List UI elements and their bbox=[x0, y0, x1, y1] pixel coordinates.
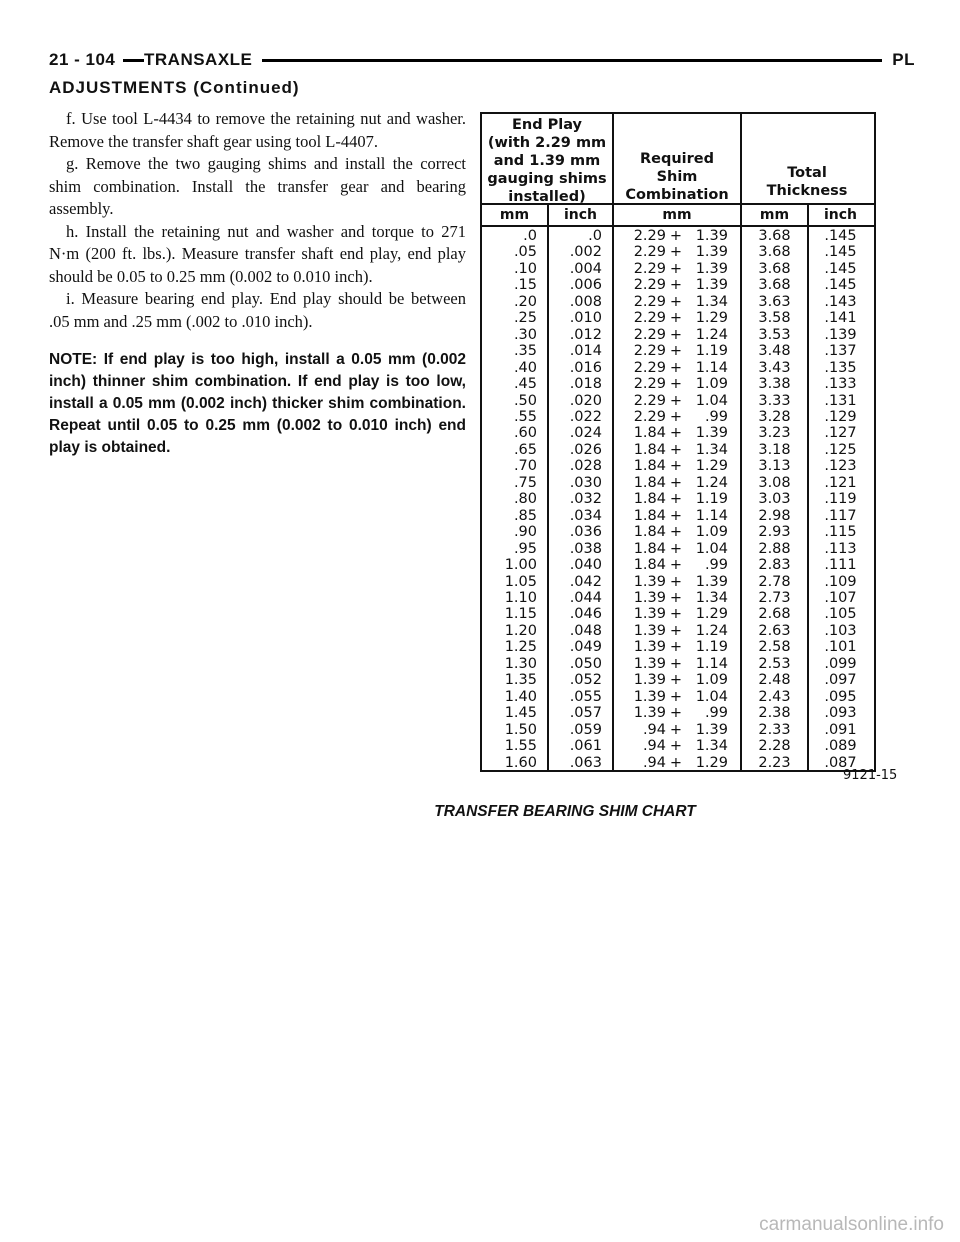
shim-chart bbox=[480, 112, 876, 770]
shim-second-cell: 1.09 bbox=[695, 376, 728, 393]
shim-second-cell: 1.29 bbox=[695, 310, 728, 327]
shim-second-cell: .99 bbox=[704, 557, 728, 574]
shim-second-cell: 1.09 bbox=[695, 672, 728, 689]
watermark: carmanualsonline.info bbox=[759, 1214, 944, 1235]
total-inch-cell: .135 bbox=[824, 359, 857, 376]
shim-plus-cell: + bbox=[669, 310, 683, 327]
model-code: PL bbox=[882, 50, 915, 70]
endplay-mm-cell: 1.25 bbox=[504, 639, 537, 656]
shim-plus-cell: + bbox=[669, 606, 683, 623]
shim-first-cell: 2.29 bbox=[633, 359, 666, 376]
endplay-mm-cell: 1.35 bbox=[504, 672, 537, 689]
unit-endplay-inch: inch bbox=[563, 207, 598, 223]
shim-plus-cell: + bbox=[669, 754, 683, 771]
total-inch-cell: .145 bbox=[824, 277, 857, 294]
endplay-inch-cell: .012 bbox=[569, 326, 602, 343]
endplay-inch-cell: .014 bbox=[569, 343, 602, 360]
shim-plus-cell: + bbox=[669, 425, 683, 442]
shim-second-cell: 1.39 bbox=[695, 244, 728, 261]
endplay-mm-cell: .90 bbox=[513, 524, 537, 541]
shim-plus-cell: + bbox=[669, 260, 683, 277]
shim-plus-cell: + bbox=[669, 738, 683, 755]
shim-first-cell: 1.84 bbox=[633, 441, 666, 458]
chapter-title: TRANSAXLE bbox=[144, 50, 262, 70]
total-inch-cell: .099 bbox=[824, 655, 857, 672]
shim-second-cell: 1.04 bbox=[695, 540, 728, 557]
shim-second-cell: 1.39 bbox=[695, 277, 728, 294]
endplay-inch-cell: .050 bbox=[569, 655, 602, 672]
page-number: 21 - 104 bbox=[49, 50, 123, 70]
shim-second-cell: 1.34 bbox=[695, 441, 728, 458]
endplay-mm-cell: 1.05 bbox=[504, 573, 537, 590]
endplay-mm-cell: .65 bbox=[513, 441, 537, 458]
shim-second-cell: 1.39 bbox=[695, 573, 728, 590]
shim-plus-cell: + bbox=[669, 524, 683, 541]
total-mm-cell: 3.13 bbox=[758, 458, 791, 475]
total-mm-cell: 3.68 bbox=[758, 244, 791, 261]
total-inch-cell: .101 bbox=[824, 639, 857, 656]
total-inch-cell: .109 bbox=[824, 573, 857, 590]
endplay-mm-cell: .10 bbox=[513, 260, 537, 277]
total-inch-cell: .125 bbox=[824, 441, 857, 458]
shim-plus-cell: + bbox=[669, 622, 683, 639]
total-mm-cell: 2.23 bbox=[758, 754, 791, 771]
shim-first-cell: 2.29 bbox=[633, 293, 666, 310]
total-mm-cell: 3.03 bbox=[758, 491, 791, 508]
total-inch-cell: .133 bbox=[824, 376, 857, 393]
header-shim-combination: Required Shim Combination bbox=[625, 151, 729, 203]
shim-plus-cell: + bbox=[669, 408, 683, 425]
endplay-inch-cell: .052 bbox=[569, 672, 602, 689]
column-shim-second bbox=[684, 228, 728, 771]
shim-first-cell: 1.84 bbox=[633, 524, 666, 541]
endplay-inch-cell: .038 bbox=[569, 540, 602, 557]
shim-first-cell: .94 bbox=[642, 738, 666, 755]
total-mm-cell: 2.33 bbox=[758, 721, 791, 738]
shim-first-cell: .94 bbox=[642, 754, 666, 771]
total-mm-cell: 3.68 bbox=[758, 260, 791, 277]
endplay-inch-cell: .018 bbox=[569, 376, 602, 393]
endplay-mm-cell: .40 bbox=[513, 359, 537, 376]
total-mm-cell: 2.43 bbox=[758, 688, 791, 705]
endplay-inch-cell: .042 bbox=[569, 573, 602, 590]
total-inch-cell: .129 bbox=[824, 408, 857, 425]
total-mm-cell: 2.78 bbox=[758, 573, 791, 590]
shim-second-cell: 1.14 bbox=[695, 359, 728, 376]
endplay-mm-cell: 1.55 bbox=[504, 738, 537, 755]
endplay-inch-cell: .010 bbox=[569, 310, 602, 327]
header-total-thickness: Total Thickness bbox=[766, 165, 848, 199]
total-mm-cell: 2.53 bbox=[758, 655, 791, 672]
endplay-inch-cell: .028 bbox=[569, 458, 602, 475]
shim-plus-cell: + bbox=[669, 244, 683, 261]
total-inch-cell: .131 bbox=[824, 392, 857, 409]
total-inch-cell: .095 bbox=[824, 688, 857, 705]
endplay-mm-cell: .30 bbox=[513, 326, 537, 343]
endplay-inch-cell: .059 bbox=[569, 721, 602, 738]
total-mm-cell: 3.63 bbox=[758, 293, 791, 310]
endplay-mm-cell: .95 bbox=[513, 540, 537, 557]
column-shim-first bbox=[614, 228, 666, 771]
endplay-mm-cell: 1.15 bbox=[504, 606, 537, 623]
shim-second-cell: 1.39 bbox=[695, 260, 728, 277]
total-inch-cell: .103 bbox=[824, 622, 857, 639]
total-mm-cell: 3.38 bbox=[758, 376, 791, 393]
shim-first-cell: 2.29 bbox=[633, 310, 666, 327]
shim-first-cell: 2.29 bbox=[633, 408, 666, 425]
endplay-mm-cell: .85 bbox=[513, 507, 537, 524]
endplay-inch-cell: .057 bbox=[569, 705, 602, 722]
shim-plus-cell: + bbox=[669, 721, 683, 738]
unit-total-mm: mm bbox=[759, 207, 790, 223]
shim-first-cell: 1.84 bbox=[633, 474, 666, 491]
shim-first-cell: 2.29 bbox=[633, 326, 666, 343]
endplay-mm-cell: 1.50 bbox=[504, 721, 537, 738]
endplay-mm-cell: .75 bbox=[513, 474, 537, 491]
total-mm-cell: 3.18 bbox=[758, 441, 791, 458]
shim-plus-cell: + bbox=[669, 474, 683, 491]
shim-second-cell: 1.29 bbox=[695, 458, 728, 475]
endplay-mm-cell: 1.10 bbox=[504, 589, 537, 606]
step-g: g. Remove the two gauging shims and install the correct shim combination. Install the transfer gear and bearing assembly. bbox=[49, 154, 466, 218]
note: NOTE: If end play is too high, install a 0.05 mm (0.002 inch) thinner shim combination. If end play is too low, install a 0.05 mm (0.002 inch) thicker shim combination. Repeat until 0.05 to 0.25 mm (0.002 to 0.010 inch) end play is obtained. bbox=[49, 351, 466, 456]
total-mm-cell: 3.33 bbox=[758, 392, 791, 409]
column-endplay-inch bbox=[549, 228, 602, 771]
total-mm-cell: 2.63 bbox=[758, 622, 791, 639]
shim-plus-cell: + bbox=[669, 343, 683, 360]
total-inch-cell: .087 bbox=[824, 754, 857, 771]
total-mm-cell: 3.68 bbox=[758, 277, 791, 294]
units-underline bbox=[480, 225, 876, 227]
total-inch-cell: .089 bbox=[824, 738, 857, 755]
shim-second-cell: 1.24 bbox=[695, 474, 728, 491]
shim-first-cell: 1.39 bbox=[633, 639, 666, 656]
endplay-mm-cell: .0 bbox=[523, 228, 537, 244]
shim-first-cell: 1.84 bbox=[633, 458, 666, 475]
endplay-inch-cell: .0 bbox=[588, 228, 602, 244]
total-inch-cell: .145 bbox=[824, 228, 857, 244]
total-mm-cell: 3.68 bbox=[758, 228, 791, 244]
shim-plus-cell: + bbox=[669, 540, 683, 557]
endplay-inch-cell: .008 bbox=[569, 293, 602, 310]
endplay-mm-cell: .50 bbox=[513, 392, 537, 409]
body-text bbox=[49, 108, 466, 459]
figure-id: 9121-15 bbox=[843, 768, 898, 783]
endplay-inch-cell: .002 bbox=[569, 244, 602, 261]
shim-plus-cell: + bbox=[669, 573, 683, 590]
endplay-inch-cell: .032 bbox=[569, 491, 602, 508]
endplay-inch-cell: .034 bbox=[569, 507, 602, 524]
total-inch-cell: .127 bbox=[824, 425, 857, 442]
endplay-inch-cell: .040 bbox=[569, 557, 602, 574]
endplay-inch-cell: .020 bbox=[569, 392, 602, 409]
shim-plus-cell: + bbox=[669, 672, 683, 689]
endplay-mm-cell: .70 bbox=[513, 458, 537, 475]
shim-second-cell: 1.29 bbox=[695, 754, 728, 771]
total-inch-cell: .139 bbox=[824, 326, 857, 343]
total-mm-cell: 2.73 bbox=[758, 589, 791, 606]
shim-second-cell: .99 bbox=[704, 408, 728, 425]
total-mm-cell: 2.83 bbox=[758, 557, 791, 574]
shim-first-cell: 2.29 bbox=[633, 260, 666, 277]
shim-second-cell: 1.04 bbox=[695, 392, 728, 409]
endplay-inch-cell: .030 bbox=[569, 474, 602, 491]
total-inch-cell: .121 bbox=[824, 474, 857, 491]
column-total-mm bbox=[742, 228, 807, 771]
endplay-inch-cell: .048 bbox=[569, 622, 602, 639]
total-inch-cell: .115 bbox=[824, 524, 857, 541]
total-inch-cell: .097 bbox=[824, 672, 857, 689]
total-inch-cell: .141 bbox=[824, 310, 857, 327]
total-mm-cell: 3.53 bbox=[758, 326, 791, 343]
endplay-mm-cell: .15 bbox=[513, 277, 537, 294]
shim-first-cell: 1.39 bbox=[633, 672, 666, 689]
shim-plus-cell: + bbox=[669, 441, 683, 458]
shim-second-cell: .99 bbox=[704, 705, 728, 722]
endplay-mm-cell: .45 bbox=[513, 376, 537, 393]
shim-first-cell: 1.84 bbox=[633, 425, 666, 442]
shim-second-cell: 1.19 bbox=[695, 343, 728, 360]
endplay-mm-cell: 1.30 bbox=[504, 655, 537, 672]
shim-first-cell: 1.84 bbox=[633, 557, 666, 574]
endplay-inch-cell: .046 bbox=[569, 606, 602, 623]
total-inch-cell: .107 bbox=[824, 589, 857, 606]
total-inch-cell: .145 bbox=[824, 260, 857, 277]
page-header bbox=[49, 44, 915, 76]
endplay-inch-cell: .063 bbox=[569, 754, 602, 771]
shim-second-cell: 1.34 bbox=[695, 589, 728, 606]
shim-first-cell: 2.29 bbox=[633, 244, 666, 261]
endplay-mm-cell: .20 bbox=[513, 293, 537, 310]
total-inch-cell: .111 bbox=[824, 557, 857, 574]
shim-plus-cell: + bbox=[669, 639, 683, 656]
shim-plus-cell: + bbox=[669, 277, 683, 294]
total-mm-cell: 3.48 bbox=[758, 343, 791, 360]
shim-plus-cell: + bbox=[669, 376, 683, 393]
endplay-mm-cell: .05 bbox=[513, 244, 537, 261]
endplay-inch-cell: .016 bbox=[569, 359, 602, 376]
shim-first-cell: .94 bbox=[642, 721, 666, 738]
unit-shim-mm: mm bbox=[662, 207, 692, 223]
total-mm-cell: 3.43 bbox=[758, 359, 791, 376]
total-mm-cell: 2.93 bbox=[758, 524, 791, 541]
endplay-mm-cell: .35 bbox=[513, 343, 537, 360]
shim-plus-cell: + bbox=[669, 293, 683, 310]
endplay-inch-cell: .055 bbox=[569, 688, 602, 705]
endplay-mm-cell: .60 bbox=[513, 425, 537, 442]
total-mm-cell: 2.38 bbox=[758, 705, 791, 722]
shim-second-cell: 1.39 bbox=[695, 228, 728, 244]
shim-first-cell: 1.84 bbox=[633, 540, 666, 557]
shim-second-cell: 1.09 bbox=[695, 524, 728, 541]
shim-first-cell: 1.84 bbox=[633, 507, 666, 524]
endplay-mm-cell: .55 bbox=[513, 408, 537, 425]
total-mm-cell: 2.48 bbox=[758, 672, 791, 689]
shim-plus-cell: + bbox=[669, 655, 683, 672]
column-endplay-mm bbox=[482, 228, 537, 771]
shim-plus-cell: + bbox=[669, 491, 683, 508]
shim-second-cell: 1.19 bbox=[695, 491, 728, 508]
shim-second-cell: 1.24 bbox=[695, 326, 728, 343]
shim-second-cell: 1.24 bbox=[695, 622, 728, 639]
step-i: i. Measure bearing end play. End play should be between .05 mm and .25 mm (.002 to .010 inch). bbox=[49, 289, 466, 331]
total-mm-cell: 2.28 bbox=[758, 738, 791, 755]
endplay-inch-cell: .024 bbox=[569, 425, 602, 442]
shim-plus-cell: + bbox=[669, 359, 683, 376]
shim-first-cell: 1.39 bbox=[633, 655, 666, 672]
shim-second-cell: 1.34 bbox=[695, 293, 728, 310]
endplay-mm-cell: 1.20 bbox=[504, 622, 537, 639]
total-inch-cell: .123 bbox=[824, 458, 857, 475]
total-mm-cell: 2.68 bbox=[758, 606, 791, 623]
endplay-inch-cell: .049 bbox=[569, 639, 602, 656]
shim-second-cell: 1.14 bbox=[695, 655, 728, 672]
total-inch-cell: .113 bbox=[824, 540, 857, 557]
endplay-inch-cell: .004 bbox=[569, 260, 602, 277]
step-f: f. Use tool L-4434 to remove the retaining nut and washer. Remove the transfer shaft gear using tool L-4407. bbox=[49, 109, 466, 151]
shim-first-cell: 2.29 bbox=[633, 228, 666, 244]
section-title: ADJUSTMENTS (Continued) bbox=[49, 78, 300, 97]
total-inch-cell: .137 bbox=[824, 343, 857, 360]
endplay-inch-cell: .006 bbox=[569, 277, 602, 294]
figure-caption: TRANSFER BEARING SHIM CHART bbox=[434, 803, 696, 820]
shim-second-cell: 1.19 bbox=[695, 639, 728, 656]
total-mm-cell: 2.88 bbox=[758, 540, 791, 557]
shim-plus-cell: + bbox=[669, 688, 683, 705]
shim-first-cell: 2.29 bbox=[633, 277, 666, 294]
shim-second-cell: 1.04 bbox=[695, 688, 728, 705]
endplay-inch-cell: .036 bbox=[569, 524, 602, 541]
shim-first-cell: 1.39 bbox=[633, 705, 666, 722]
shim-first-cell: 1.39 bbox=[633, 589, 666, 606]
shim-plus-cell: + bbox=[669, 392, 683, 409]
total-inch-cell: .093 bbox=[824, 705, 857, 722]
endplay-mm-cell: 1.40 bbox=[504, 688, 537, 705]
endplay-inch-cell: .061 bbox=[569, 738, 602, 755]
shim-first-cell: 2.29 bbox=[633, 343, 666, 360]
endplay-mm-cell: 1.60 bbox=[504, 754, 537, 771]
shim-plus-cell: + bbox=[669, 705, 683, 722]
total-mm-cell: 2.58 bbox=[758, 639, 791, 656]
total-mm-cell: 3.28 bbox=[758, 408, 791, 425]
endplay-mm-cell: .80 bbox=[513, 491, 537, 508]
endplay-inch-cell: .044 bbox=[569, 589, 602, 606]
shim-plus-cell: + bbox=[669, 507, 683, 524]
shim-first-cell: 1.39 bbox=[633, 606, 666, 623]
total-inch-cell: .105 bbox=[824, 606, 857, 623]
total-inch-cell: .091 bbox=[824, 721, 857, 738]
shim-plus-cell: + bbox=[669, 557, 683, 574]
unit-total-inch: inch bbox=[823, 207, 858, 223]
endplay-inch-cell: .022 bbox=[569, 408, 602, 425]
total-mm-cell: 3.58 bbox=[758, 310, 791, 327]
total-inch-cell: .143 bbox=[824, 293, 857, 310]
total-inch-cell: .145 bbox=[824, 244, 857, 261]
shim-first-cell: 1.39 bbox=[633, 622, 666, 639]
column-total-inch bbox=[809, 228, 872, 771]
shim-first-cell: 2.29 bbox=[633, 392, 666, 409]
shim-second-cell: 1.29 bbox=[695, 606, 728, 623]
shim-plus-cell: + bbox=[669, 589, 683, 606]
endplay-mm-cell: .25 bbox=[513, 310, 537, 327]
shim-second-cell: 1.14 bbox=[695, 507, 728, 524]
endplay-inch-cell: .026 bbox=[569, 441, 602, 458]
unit-endplay-mm: mm bbox=[499, 207, 530, 223]
shim-second-cell: 1.39 bbox=[695, 425, 728, 442]
shim-plus-cell: + bbox=[669, 458, 683, 475]
total-inch-cell: .119 bbox=[824, 491, 857, 508]
shim-second-cell: 1.34 bbox=[695, 738, 728, 755]
header-end-play: End Play (with 2.29 mm and 1.39 mm gauging shims installed) bbox=[487, 117, 607, 205]
shim-first-cell: 1.39 bbox=[633, 688, 666, 705]
shim-second-cell: 1.39 bbox=[695, 721, 728, 738]
step-h: h. Install the retaining nut and washer and torque to 271 N·m (200 ft. lbs.). Measure transfer shaft end play, end play should be 0.05 to 0.25 mm (0.002 to 0.010 inch). bbox=[49, 221, 466, 286]
shim-plus-cell: + bbox=[669, 228, 683, 244]
shim-first-cell: 2.29 bbox=[633, 376, 666, 393]
total-mm-cell: 2.98 bbox=[758, 507, 791, 524]
total-mm-cell: 3.08 bbox=[758, 474, 791, 491]
shim-first-cell: 1.84 bbox=[633, 491, 666, 508]
endplay-mm-cell: 1.45 bbox=[504, 705, 537, 722]
total-mm-cell: 3.23 bbox=[758, 425, 791, 442]
shim-plus-cell: + bbox=[669, 326, 683, 343]
column-shim-plus bbox=[668, 228, 684, 771]
total-inch-cell: .117 bbox=[824, 507, 857, 524]
shim-first-cell: 1.39 bbox=[633, 573, 666, 590]
endplay-mm-cell: 1.00 bbox=[504, 557, 537, 574]
